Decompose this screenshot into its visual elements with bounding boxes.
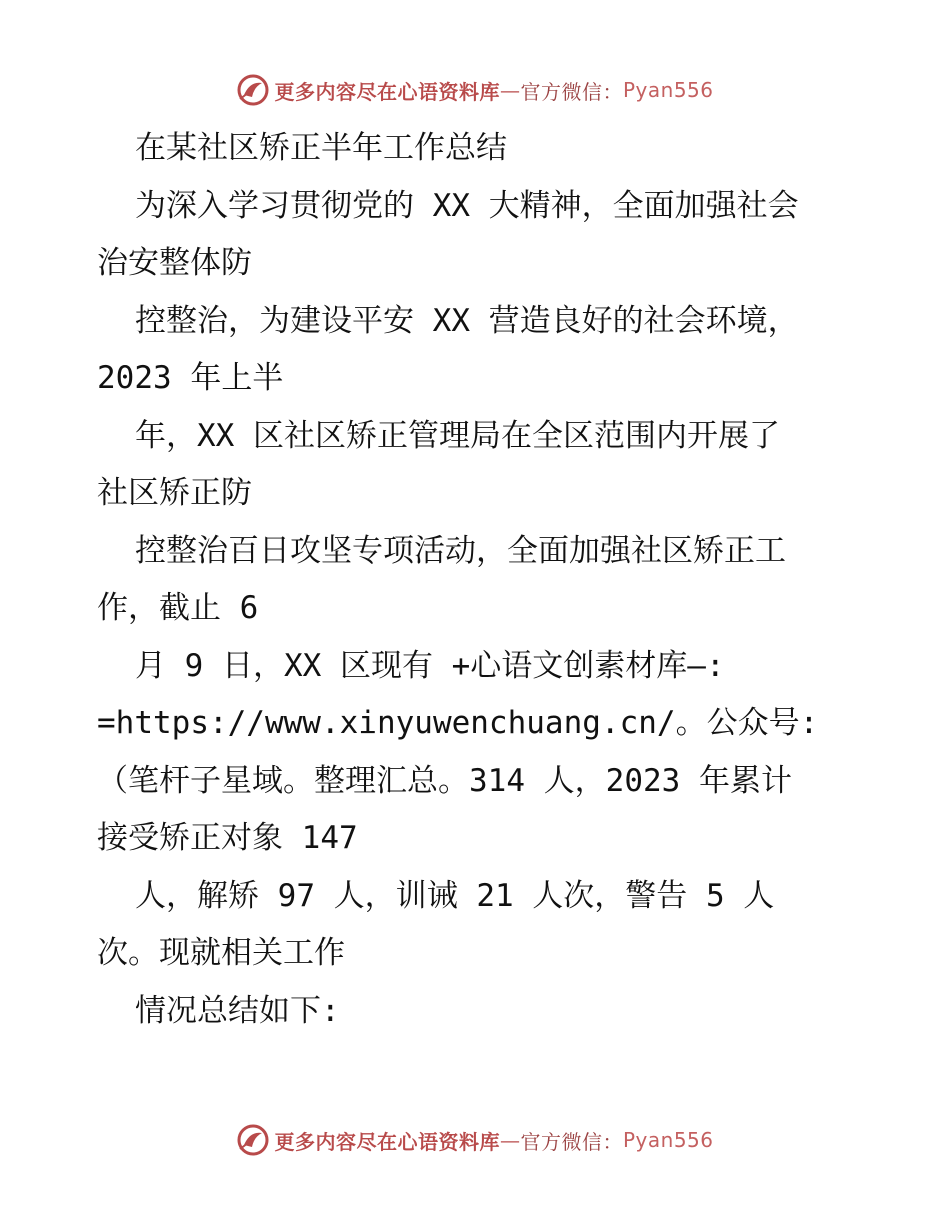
- banner-official-label: 官方微信：: [520, 79, 623, 104]
- text-line: 接受矫正对象 147: [97, 820, 358, 856]
- text-line: 情况总结如下:: [135, 992, 340, 1029]
- text-line: （笔杆子星域。整理汇总。314 人，2023 年累计: [97, 762, 792, 799]
- banner-wechat-id: Pyan556: [622, 78, 714, 102]
- text-line: 治安整体防: [97, 245, 252, 281]
- text-line-url: =https://www.xinyuwenchuang.cn/。公众号:: [97, 705, 819, 741]
- text-line: 控整治，为建设平安 XX 营造良好的社会环境，: [135, 302, 799, 339]
- banner-brand-text: 更多内容尽在心语资料库: [274, 1129, 500, 1154]
- text-line: 社区矫正防: [97, 475, 252, 511]
- text-line: 为深入学习贯彻党的 XX 大精神，全面加强社会: [135, 187, 799, 224]
- text-line: 次。现就相关工作: [97, 935, 345, 971]
- banner-official-label: 官方微信：: [520, 1129, 623, 1154]
- text-line: 控整治百日攻坚专项活动，全面加强社区矫正工: [135, 532, 786, 569]
- text-line: 人，解矫 97 人，训诫 21 人次，警告 5 人: [135, 877, 775, 914]
- header-banner: [0, 70, 950, 110]
- banner-dash: —: [499, 1128, 521, 1152]
- banner-brand-text: 更多内容尽在心语资料库: [274, 79, 500, 104]
- text-line: 月 9 日，XX 区现有 +心语文创素材库—:: [135, 647, 725, 684]
- footer-banner: [0, 1120, 950, 1160]
- document-body: [97, 120, 877, 1040]
- brand-logo-icon: [236, 73, 270, 107]
- brand-logo-icon: [236, 1123, 270, 1157]
- text-line: 作，截止 6: [97, 590, 259, 626]
- document-title: 在某社区矫正半年工作总结: [135, 130, 507, 166]
- text-line: 2023 年上半: [97, 360, 284, 396]
- text-line: 年，XX 区社区矫正管理局在全区范围内开展了: [135, 417, 780, 454]
- banner-wechat-id: Pyan556: [622, 1128, 714, 1152]
- banner-dash: —: [499, 78, 521, 102]
